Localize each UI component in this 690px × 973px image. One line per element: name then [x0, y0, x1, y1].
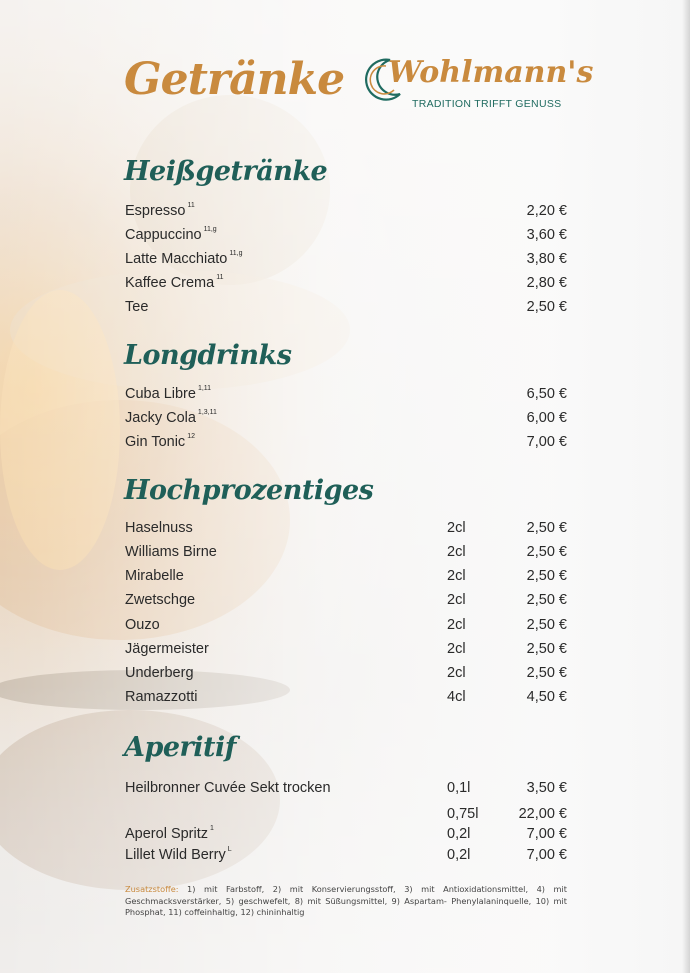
- item-price: 2,50 €: [526, 592, 567, 608]
- allergen-note: 11,g: [229, 250, 243, 257]
- allergen-note: 11: [187, 202, 195, 209]
- menu-item: [125, 568, 567, 588]
- item-amount: 2cl: [447, 568, 466, 584]
- allergen-note: 11: [216, 274, 224, 281]
- item-price: 2,50 €: [526, 617, 567, 633]
- menu-item: [125, 780, 567, 800]
- page-title: Getränke: [124, 54, 345, 105]
- allergen-note: L: [227, 846, 232, 853]
- item-price: 6,50 €: [526, 386, 567, 402]
- item-name: Mirabelle: [125, 568, 184, 584]
- item-name: Zwetschge: [125, 592, 196, 608]
- item-name: Espresso $^{11}$: [125, 202, 195, 219]
- item-price: 7,00 €: [526, 847, 567, 863]
- item-amount: 2cl: [447, 592, 466, 608]
- item-price: 3,50 €: [526, 780, 567, 796]
- item-price: 2,50 €: [526, 665, 567, 681]
- menu-item: [125, 520, 567, 540]
- item-price: 3,80 €: [526, 251, 567, 267]
- item-name: Tee: [125, 299, 149, 315]
- allergen-note: 1,3,11: [197, 409, 217, 416]
- menu-item: [125, 251, 567, 271]
- menu-item: [125, 806, 567, 826]
- item-name: Jägermeister: [125, 641, 209, 657]
- item-amount: 2cl: [447, 617, 466, 633]
- item-name: Jacky Cola $^{1,3,11}$: [125, 409, 217, 426]
- menu-item: [125, 299, 567, 319]
- section-title-hochprozentiges: Hochprozentiges: [124, 475, 374, 506]
- menu-item: [125, 203, 567, 223]
- item-price: 3,60 €: [526, 227, 567, 243]
- section-title-heissgetraenke: Heißgetränke: [124, 156, 328, 187]
- item-price: 2,50 €: [526, 299, 567, 315]
- item-amount: 0,1l: [447, 780, 471, 796]
- logo-tagline: TRADITION TRIFFT GENUSS: [412, 98, 562, 110]
- page-edge-shadow: [682, 0, 690, 973]
- item-amount: 2cl: [447, 641, 466, 657]
- item-price: 2,20 €: [526, 203, 567, 219]
- item-name: Cappuccino $^{11,g}$: [125, 226, 217, 243]
- allergen-note: 12: [187, 433, 195, 440]
- menu-item: [125, 386, 567, 406]
- item-price: 4,50 €: [526, 689, 567, 705]
- menu-item: [125, 847, 567, 867]
- item-amount: 2cl: [447, 544, 466, 560]
- footnote-label: Zusatzstoffe:: [125, 884, 179, 894]
- item-name: Heilbronner Cuvée Sekt trocken: [125, 780, 331, 796]
- item-name: Haselnuss: [125, 520, 193, 536]
- menu-item: [125, 275, 567, 295]
- menu-item: [125, 410, 567, 430]
- item-price: 2,50 €: [526, 641, 567, 657]
- item-name: Cuba Libre $^{1,11}$: [125, 385, 212, 402]
- item-amount: 0,2l: [447, 826, 471, 842]
- menu-item: [125, 434, 567, 454]
- item-price: 6,00 €: [526, 410, 567, 426]
- footnote-text: 1) mit Farbstoff, 2) mit Konservierungsstoff, 3) mit Antioxidationsmittel, 4) mit Geschmacksverstärker, 5) geschwefelt, 8) mit Süßungsmittel, 9) Aspartam- Phenylalaninquelle, 10) mit Phosphat, 11) coffeinhaltig, 12) chininhaltig: [125, 884, 567, 917]
- item-price: 22,00 €: [518, 806, 567, 822]
- allergen-note: 11,g: [203, 226, 217, 233]
- item-name: Underberg: [125, 665, 194, 681]
- logo-wordmark: Wohlmann's: [388, 55, 594, 90]
- item-price: 7,00 €: [526, 826, 567, 842]
- additives-footnote: [125, 884, 567, 919]
- menu-item: [125, 826, 567, 846]
- item-name: Gin Tonic $^{12}$: [125, 433, 195, 450]
- menu-item: [125, 665, 567, 685]
- item-amount: 4cl: [447, 689, 466, 705]
- item-price: 7,00 €: [526, 434, 567, 450]
- item-name: Ouzo: [125, 617, 160, 633]
- item-price: 2,50 €: [526, 568, 567, 584]
- item-amount: 0,2l: [447, 847, 471, 863]
- menu-item: [125, 227, 567, 247]
- menu-item: [125, 592, 567, 612]
- item-price: 2,80 €: [526, 275, 567, 291]
- item-name: Latte Macchiato $^{11,g}$: [125, 250, 243, 267]
- item-name: Williams Birne: [125, 544, 217, 560]
- allergen-note: 1: [210, 825, 214, 832]
- item-name: Ramazzotti: [125, 689, 198, 705]
- brand-logo: [360, 54, 594, 114]
- item-amount: 2cl: [447, 665, 466, 681]
- section-title-longdrinks: Longdrinks: [124, 340, 292, 371]
- menu-item: [125, 641, 567, 661]
- item-amount: 0,75l: [447, 806, 479, 822]
- item-price: 2,50 €: [526, 544, 567, 560]
- item-price: 2,50 €: [526, 520, 567, 536]
- allergen-note: 1,11: [197, 385, 212, 392]
- item-name: Aperol Spritz $^1$: [125, 825, 214, 842]
- item-name: Kaffee Crema $^{11}$: [125, 274, 224, 291]
- menu-item: [125, 689, 567, 709]
- menu-item: [125, 544, 567, 564]
- item-amount: 2cl: [447, 520, 466, 536]
- menu-item: [125, 617, 567, 637]
- section-title-aperitif: Aperitif: [124, 732, 236, 763]
- item-name: Lillet Wild Berry $^L$: [125, 846, 232, 863]
